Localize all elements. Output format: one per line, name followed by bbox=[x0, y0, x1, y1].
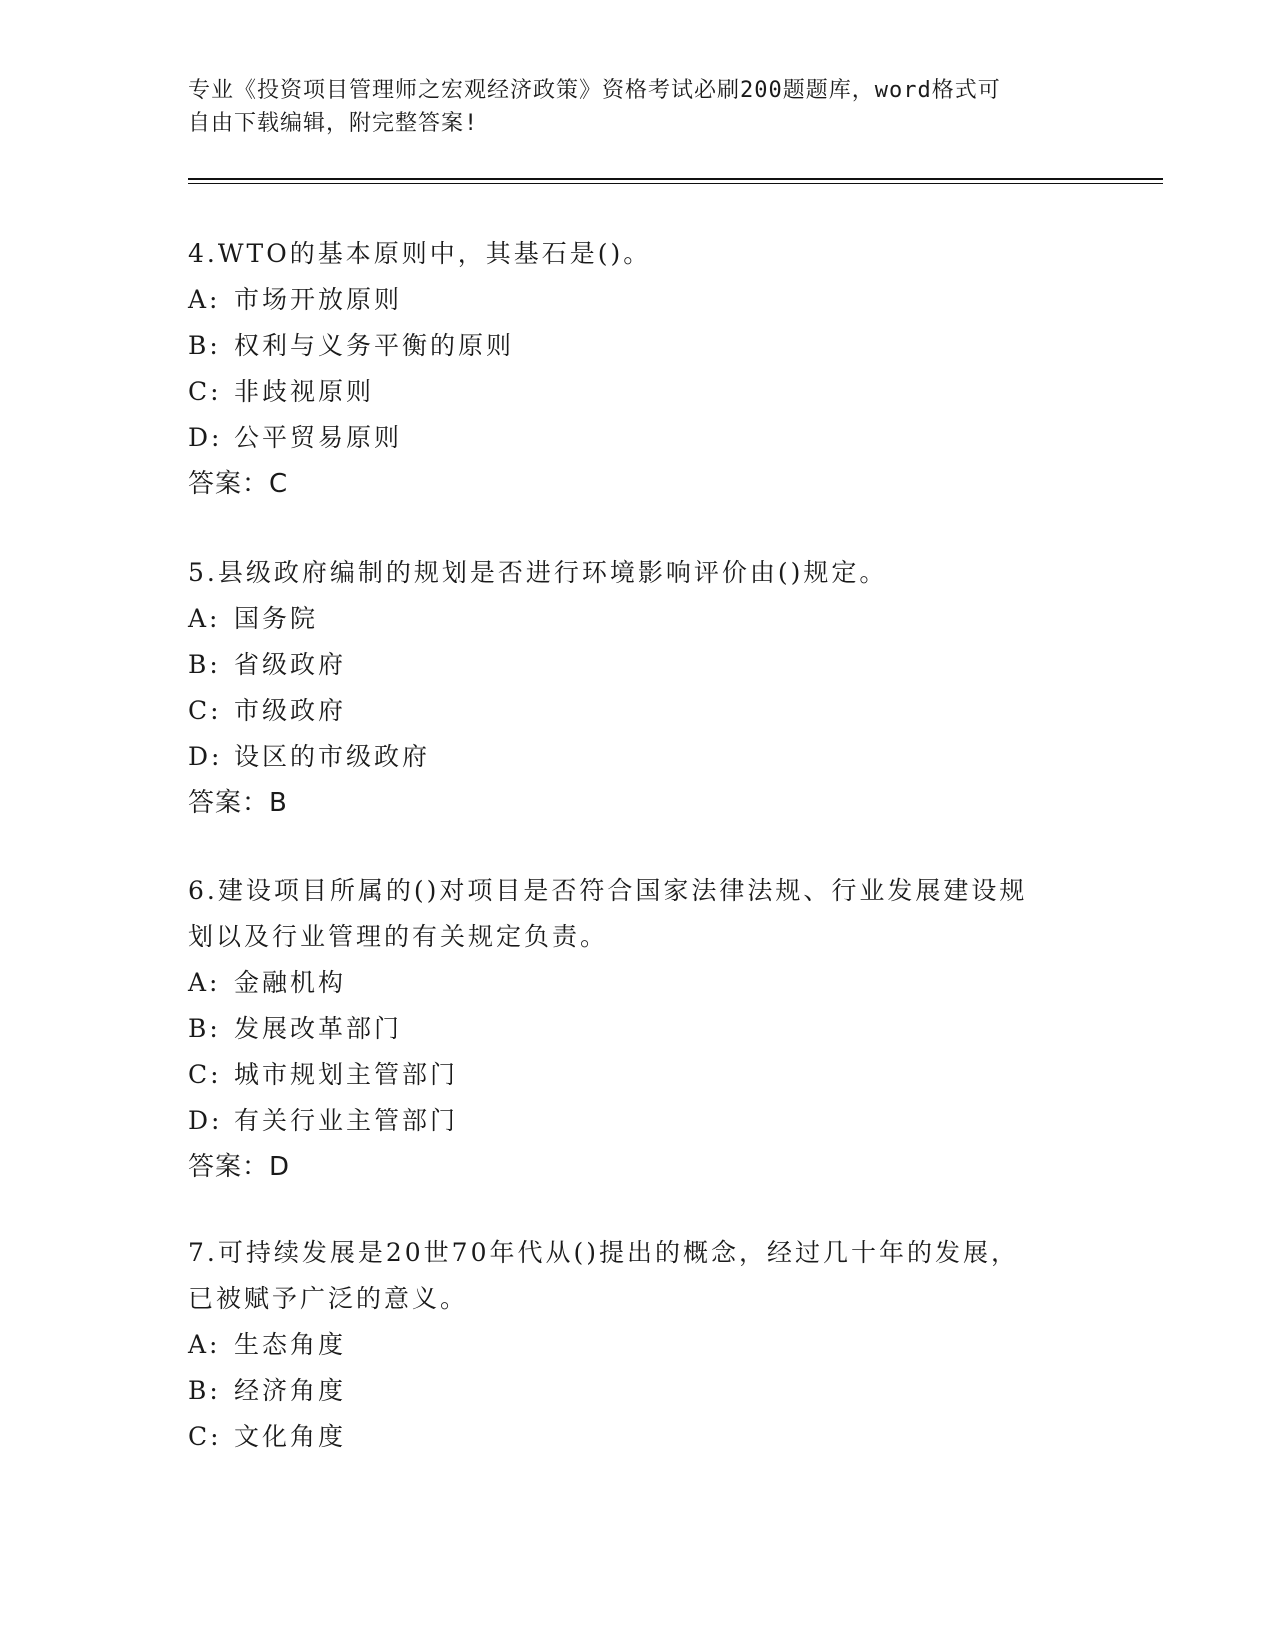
question-stem-line-1: 6.建设项目所属的()对项目是否符合国家法律法规、行业发展建设规 bbox=[188, 876, 1028, 905]
option-c bbox=[188, 369, 1068, 415]
answer-label: 答案：D bbox=[188, 1152, 291, 1182]
option-text: 省级政府 bbox=[234, 650, 347, 679]
option-d bbox=[188, 734, 1068, 780]
option-text: 城市规划主管部门 bbox=[234, 1060, 459, 1089]
option-c bbox=[188, 1052, 1068, 1098]
option-key: B: bbox=[188, 1014, 221, 1043]
question-5 bbox=[188, 550, 1068, 826]
option-text: 经济角度 bbox=[234, 1376, 347, 1405]
option-b bbox=[188, 1006, 1068, 1052]
option-text: 生态角度 bbox=[234, 1330, 347, 1359]
question-stem: 5.县级政府编制的规划是否进行环境影响评价由()规定。 bbox=[188, 558, 888, 587]
option-key: A: bbox=[188, 1330, 221, 1359]
option-text: 非歧视原则 bbox=[234, 377, 375, 406]
header-divider-thick bbox=[188, 178, 1163, 180]
option-text: 有关行业主管部门 bbox=[234, 1106, 459, 1135]
question-stem: 4.WTO的基本原则中，其基石是()。 bbox=[188, 239, 652, 268]
option-a bbox=[188, 596, 1068, 642]
option-key: B: bbox=[188, 650, 221, 679]
option-d bbox=[188, 1098, 1068, 1144]
document-header bbox=[188, 74, 1068, 140]
option-key: C: bbox=[188, 696, 222, 725]
option-key: B: bbox=[188, 331, 221, 360]
header-divider-thin bbox=[188, 183, 1163, 184]
question-6 bbox=[188, 868, 1068, 1190]
option-text: 市级政府 bbox=[234, 696, 347, 725]
question-stem-line-2: 已被赋予广泛的意义。 bbox=[188, 1284, 469, 1313]
option-key: C: bbox=[188, 377, 222, 406]
option-b bbox=[188, 1368, 1068, 1414]
option-key: B: bbox=[188, 1376, 221, 1405]
question-7 bbox=[188, 1230, 1068, 1460]
option-d bbox=[188, 415, 1068, 461]
option-text: 市场开放原则 bbox=[234, 285, 403, 314]
option-a bbox=[188, 277, 1068, 323]
answer-label: 答案：B bbox=[188, 788, 288, 818]
header-line-1: 专业《投资项目管理师之宏观经济政策》资格考试必刷200题题库，word格式可 bbox=[188, 78, 1001, 103]
option-text: 设区的市级政府 bbox=[234, 742, 431, 771]
option-key: D: bbox=[188, 742, 223, 771]
option-b bbox=[188, 323, 1068, 369]
option-b bbox=[188, 642, 1068, 688]
option-key: D: bbox=[188, 423, 223, 452]
option-a bbox=[188, 960, 1068, 1006]
option-key: A: bbox=[188, 285, 221, 314]
option-text: 文化角度 bbox=[234, 1422, 347, 1451]
header-line-2: 自由下载编辑，附完整答案! bbox=[188, 111, 479, 136]
option-text: 国务院 bbox=[234, 604, 319, 633]
question-stem-line-1: 7.可持续发展是20世70年代从()提出的概念，经过几十年的发展， bbox=[188, 1238, 1019, 1267]
option-key: C: bbox=[188, 1422, 222, 1451]
option-key: A: bbox=[188, 604, 221, 633]
question-stem-line-2: 划以及行业管理的有关规定负责。 bbox=[188, 922, 609, 951]
option-key: C: bbox=[188, 1060, 222, 1089]
option-c bbox=[188, 688, 1068, 734]
option-text: 公平贸易原则 bbox=[234, 423, 403, 452]
option-text: 权利与义务平衡的原则 bbox=[234, 331, 515, 360]
option-a bbox=[188, 1322, 1068, 1368]
question-4 bbox=[188, 231, 1068, 507]
option-c bbox=[188, 1414, 1068, 1460]
answer-label: 答案：C bbox=[188, 469, 289, 499]
option-key: D: bbox=[188, 1106, 223, 1135]
option-text: 发展改革部门 bbox=[234, 1014, 403, 1043]
option-text: 金融机构 bbox=[234, 968, 347, 997]
option-key: A: bbox=[188, 968, 221, 997]
